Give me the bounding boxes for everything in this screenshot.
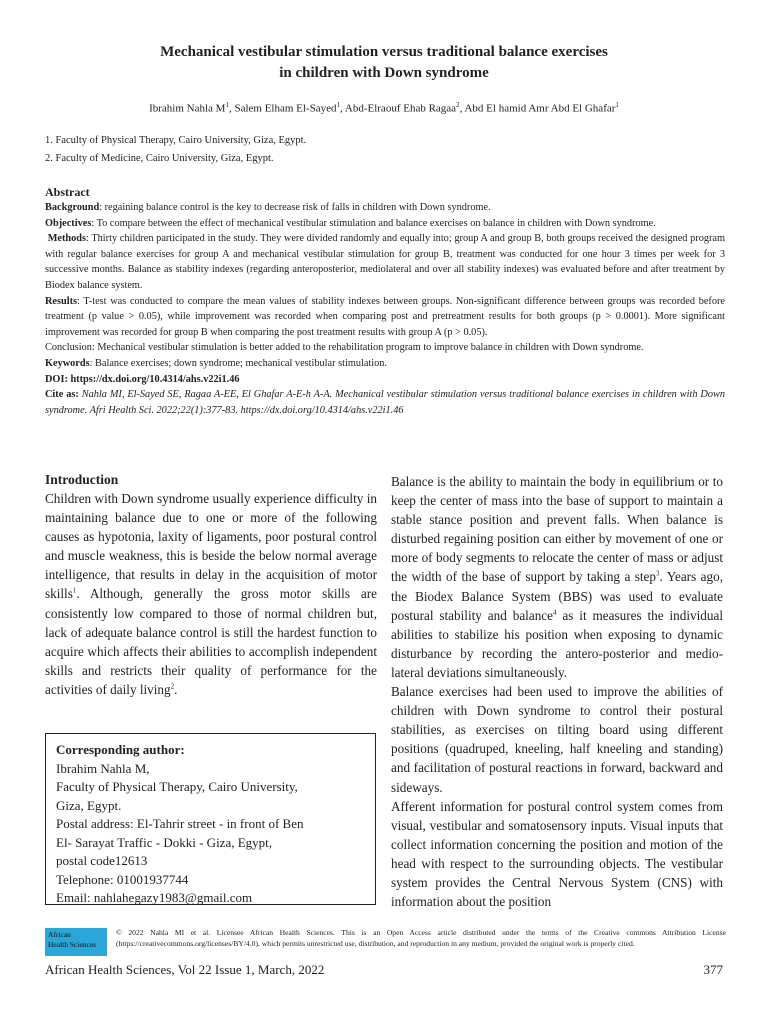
citation-mark: 1 xyxy=(72,587,77,596)
corresponding-line: Giza, Egypt. xyxy=(56,797,122,813)
author-name: Abd El hamid Amr Abd El Ghafar xyxy=(464,102,616,115)
introduction-heading: Introduction xyxy=(45,472,119,487)
abstract xyxy=(45,184,725,418)
intro-text: . xyxy=(174,681,178,697)
abstract-heading: Abstract xyxy=(45,185,90,199)
abstract-objectives xyxy=(45,216,725,232)
results-text: : T-test was conducted to compare the mean values of stability indexes between groups. Non-significant difference between groups was recorded before treatment (p value > 0.05), while improvement was recorded when comparing post and pretreatment results for both groups (p > 0.0001). More significant improvement was recorded for group B when comparing the post treatment results with group A (p > 0.05). xyxy=(45,295,725,338)
background-text: : regaining balance control is the key to decrease risk of falls in children with Down syndrome. xyxy=(99,202,491,213)
cite-text: Nahla MI, El-Sayed SE, Ragaa A-EE, El Ghafar A-E-h A-A. Mechanical vestibular stimulation versus traditional balance exercises in children with Down syndrome. Afri Health Sci. 2022;22(1):377-83. https://dx.doi.org/10.4314/ahs.v22i1.46 xyxy=(45,389,725,416)
logo-line-1: African xyxy=(48,930,71,939)
journal-logo xyxy=(45,928,107,956)
corresponding-email[interactable]: Email: nahlahegazy1983@gmail.com xyxy=(56,890,253,905)
body-text: as it measures the individual abilities to stabilize his position when exposing to dynamic disturbance by recording the antero-posterior and medio-lateral deviations simultaneously. xyxy=(391,607,723,680)
affiliation-2: 2. Faculty of Medicine, Cairo University, Giza, Egypt. xyxy=(45,153,274,164)
abstract-background xyxy=(45,200,725,216)
intro-text: Children with Down syndrome usually experience difficulty in maintaining balance due to one or more of the following causes as hypotonia, laxity of ligaments, poor postural control and muscle weakness, this is beside the below normal average intelligence, that results in delay in the acquisition of motor skills xyxy=(45,491,377,602)
journal-footer: African Health Sciences, Vol 22 Issue 1, March, 2022 xyxy=(45,962,325,977)
abstract-methods xyxy=(45,231,725,293)
methods-text: : Thirty children participated in the study. They were divided randomly and equally into; group A and group B, both groups received the designed program with regular balance exercises for group A and mechanical vestibular stimulation for group B, treatment was conducted for one hour 3 times per week for 3 successive months. Balance as stability indexes (regarding anteroposterior, mediolateral and over all stability indexes) was evaluated before and after treatment by Biodex balance system. xyxy=(45,233,726,291)
page-number: 377 xyxy=(703,962,723,977)
body-paragraph: Balance exercises had been used to improve the abilities of children with Down syndrome to control their postural stabilities, as exercises on tilting board using different positions (quadruped, kneeling, half kneeling and standing) and facilitation of postural reactions in forward, backward and sideways. xyxy=(391,684,723,795)
left-column xyxy=(45,470,377,699)
citation-mark: 3 xyxy=(656,570,660,579)
title-line-1: Mechanical vestibular stimulation versus traditional balance exercises xyxy=(160,44,608,60)
keywords-text: : Balance exercises; down syndrome; mechanical vestibular stimulation. xyxy=(89,357,388,369)
abstract-results xyxy=(45,294,725,341)
results-label: Results xyxy=(45,295,78,307)
cite-as xyxy=(45,387,725,418)
author-name: Ibrahim Nahla M xyxy=(149,102,226,115)
author-name: Salem Elham El-Sayed xyxy=(234,102,337,115)
corresponding-line: El- Sarayat Traffic - Dokki - Giza, Egypt, xyxy=(56,834,273,850)
body-paragraph: Afferent information for postural control system comes from visual, vestibular and somatosensory inputs. Visual inputs that collect information concerning the position and motion of the head with respect to the surrounding objects. The vestibular system provides the Central Nervous System (CNS) with information about the position xyxy=(391,798,723,910)
corresponding-line: Faculty of Physical Therapy, Cairo University, xyxy=(56,779,298,794)
abstract-conclusion: Conclusion: Mechanical vestibular stimulation is better added to the rehabilitation program to improve balance in children with Down syndrome. xyxy=(45,342,644,354)
doi-line xyxy=(45,372,725,388)
corresponding-heading: Corresponding author: xyxy=(56,742,185,757)
corresponding-phone: Telephone: 01001937744 xyxy=(56,871,189,887)
paper-title xyxy=(80,42,688,84)
corresponding-line: postal code12613 xyxy=(56,853,148,868)
background-label: Background xyxy=(45,202,100,213)
logo-line-2: Health Sciences xyxy=(48,940,97,949)
affiliation-1: 1. Faculty of Physical Therapy, Cairo University, Giza, Egypt. xyxy=(45,135,307,146)
corresponding-line: Postal address: El-Tahrir street - in front of Ben xyxy=(56,816,304,831)
author-affiliation-mark: 2 xyxy=(456,101,460,109)
license-notice: © 2022 Nahla MI et al. Licensee African Health Sciences. This is an Open Access article distributed under the terms of the Creative commons Attribution License (https://creativecommons.org/licenses/BY/4.0), which permits unrestricted use, distribution, and reproduction in any medium, provided the original work is properly cited. xyxy=(116,928,726,948)
corresponding-line: Ibrahim Nahla M, xyxy=(56,760,150,776)
author-affiliation-mark: 1 xyxy=(615,101,619,109)
author-affiliation-mark: 1 xyxy=(336,101,340,109)
doi-link[interactable]: DOI: https://dx.doi.org/10.4314/ahs.v22i1.46 xyxy=(45,373,240,385)
title-line-2: in children with Down syndrome xyxy=(279,65,489,81)
right-column xyxy=(391,472,723,911)
keywords-label: Keywords xyxy=(45,357,90,369)
intro-paragraph xyxy=(45,489,377,699)
body-paragraph xyxy=(391,472,723,682)
methods-label: Methods xyxy=(47,233,87,245)
corresponding-author-box xyxy=(45,733,376,905)
author-affiliation-mark: 1 xyxy=(225,101,229,109)
author-list: Ibrahim Nahla $M^1$, Salem Elham El-Sayed$^1$, Abd-Elraouf Ehab Ragaa$^2$, Abd El hamid Amr Abd El Ghafar$^1$ xyxy=(149,101,619,115)
body-text: . Years ago, the Biodex Balance System (BBS) was used to evaluate postural stability and balance xyxy=(391,569,723,623)
intro-text: . Although, generally the gross motor skills are consistently low compared to those of normal children but, lack of adequate balance control is still the hardest function to acquire which affects their abilities to accomplish independent skills and restricts their quality of performance for the activities of daily living xyxy=(45,586,377,697)
citation-mark: 2 xyxy=(170,682,175,691)
author-name: Abd-Elraouf Ehab Ragaa xyxy=(344,102,457,115)
body-text: Balance is the ability to maintain the body in equilibrium or to keep the center of mass into the base of support to maintain a stable stance position and prevent falls. When balance is disturbed regaining position can either by movement of one or more of body segments to relocate the center of mass or adjust the width of the base of support by taking a step xyxy=(391,474,723,585)
objectives-label: Objectives xyxy=(45,217,92,229)
citation-mark: 4 xyxy=(553,608,557,617)
objectives-text: : To compare between the effect of mechanical vestibular stimulation and balance exercises on balance in children with Down syndrome. xyxy=(91,217,656,229)
abstract-keywords xyxy=(45,356,725,372)
cite-label: Cite as: xyxy=(45,389,79,401)
